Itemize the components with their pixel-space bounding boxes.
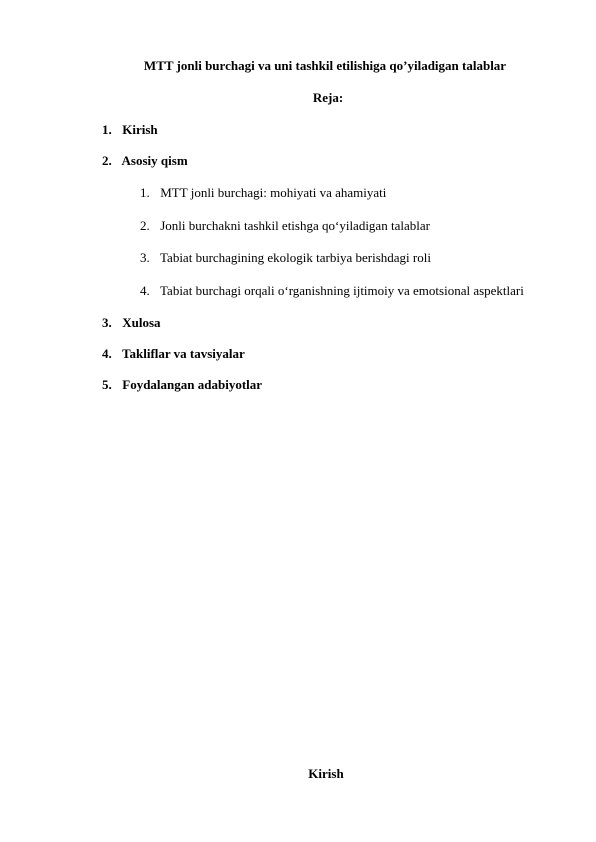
outline-item-number: 4. xyxy=(102,346,112,361)
outline-item-xulosa xyxy=(102,315,161,331)
outline-item-label: Xulosa xyxy=(122,315,161,330)
outline-item-number: 1. xyxy=(102,122,112,137)
outline-subitem-1 xyxy=(140,185,386,201)
plan-heading: Reja: xyxy=(312,90,344,105)
outline-subitem-4 xyxy=(140,283,524,299)
outline-item-label: Foydalangan adabiyotlar xyxy=(122,377,263,392)
outline-item-adabiyotlar xyxy=(102,377,262,393)
outline-item-label: Tabiat burchagi orqali o‘rganishning ijtimoiy va emotsional aspektlari xyxy=(160,283,524,298)
outline-item-label: Kirish xyxy=(122,122,158,137)
outline-item-kirish xyxy=(102,122,158,138)
outline-item-label: Asosiy qism xyxy=(121,153,188,168)
outline-item-label: MTT jonli burchagi: mohiyati va ahamiyati xyxy=(160,185,387,200)
outline-item-number: 2. xyxy=(102,153,112,168)
outline-item-number: 3. xyxy=(140,250,150,265)
outline-item-number: 4. xyxy=(140,283,150,298)
outline-item-label: Tabiat burchagining ekologik tarbiya berishdagi roli xyxy=(160,250,431,265)
outline-item-number: 2. xyxy=(140,218,150,233)
outline-item-number: 5. xyxy=(102,377,112,392)
outline-item-takliflar xyxy=(102,346,245,362)
section-heading-kirish: Kirish xyxy=(308,766,344,781)
outline-item-asosiy-qism xyxy=(102,153,188,169)
outline-item-number: 3. xyxy=(102,315,112,330)
outline-item-number: 1. xyxy=(140,185,150,200)
outline-subitem-2 xyxy=(140,218,430,234)
document-title: MTT jonli burchagi va uni tashkil etilishiga qo’yiladigan talablar xyxy=(143,58,507,73)
outline-subitem-3 xyxy=(140,250,431,266)
outline-item-label: Jonli burchakni tashkil etishga qo‘yiladigan talablar xyxy=(160,218,430,233)
outline-item-label: Takliflar va tavsiyalar xyxy=(122,346,245,361)
